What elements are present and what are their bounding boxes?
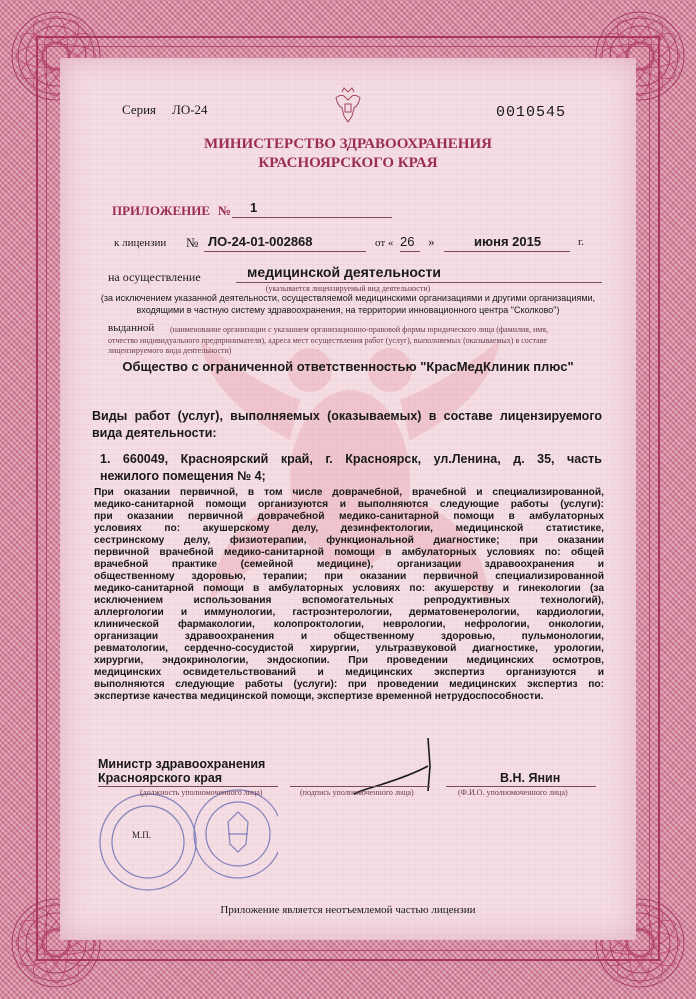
works-body-line: медико-санитарной помощи организуются и выполняются следующие работы (услуги): (94, 499, 604, 510)
works-body-line: хирургии, эндокринологии, эндоскопии. При проведении медицинских осмотров, (94, 655, 604, 666)
license-number: ЛО-24-01-002868 (208, 234, 313, 249)
works-body-line: исключением использования вспомогательных репродуктивных технологий), (94, 595, 604, 606)
ministry-title-line2: КРАСНОЯРСКОГО КРАЯ (258, 155, 438, 171)
works-body-line: организации здравоохранения и общественному здоровью, пульмонологии, (94, 631, 604, 642)
series-value: ЛО-24 (172, 102, 208, 117)
works-body-line: общественному здоровью, терапии; при оказании первичной специализированной (94, 571, 604, 582)
works-body-line: экспертизе качества медицинской помощи, экспертизе временной нетрудоспособности. (94, 691, 544, 702)
works-body-line: сестринскому делу, физиотерапии, функциональной диагностике; при оказании (94, 535, 604, 546)
activity-value: медицинской деятельности (247, 264, 442, 280)
ministry-title-line1: МИНИСТЕРСТВО ЗДРАВООХРАНЕНИЯ (204, 136, 492, 152)
license-date-month-year: июня 2015 (474, 234, 542, 249)
organization-name: Общество с ограниченной ответственностью "КрасМедКлиник плюс" (122, 359, 574, 374)
document-number: 0010545 (496, 104, 567, 121)
works-body-line: При оказании первичной, в том числе доврачебной, врачебной и специализированной, (94, 487, 604, 498)
license-date-day: 26 » (400, 234, 435, 249)
activity-hint: (указывается лицензируемый вид деятельности) (265, 284, 431, 293)
official-stamp-icon (88, 782, 278, 892)
works-body-line: выполняются следующие работы (услуги): при проведении медицинских экспертиз по: (94, 679, 604, 690)
works-body-line: первичной врачебной медико-санитарной помощи в амбулаторных условиях по: общей (94, 547, 604, 558)
activity-underline (236, 282, 602, 283)
double-headed-eagle-icon (330, 86, 366, 126)
signer-name: В.Н. Янин (500, 771, 561, 785)
works-intro-line2: вида деятельности: (92, 426, 217, 440)
works-body-line: медицинских освидетельствований и медицинских экспертиз организуются и (94, 667, 604, 678)
works-body-line: при оказании первичной доврачебной медико-санитарной помощи в амбулаторных (94, 511, 604, 522)
date-month-underline (444, 251, 570, 252)
address-line2: нежилого помещения № 4; (100, 469, 266, 483)
appendix-number: 1 (250, 200, 258, 215)
series-label: Серия (122, 102, 157, 117)
date-from-label: от « (375, 237, 394, 249)
works-body-line: врачебной практике (семейной медицине), организации здравоохранения и (94, 559, 604, 570)
activity-label: на осуществление (108, 270, 201, 284)
works-body-line: медико-санитарной помощи в амбулаторных условиях по: акушерству и гинекологии (за (94, 583, 604, 594)
works-body-line: аллергологии и иммунологии, гастроэнтерологии, дерматовенерологии, кардиологии, (94, 607, 604, 618)
issued-hint-line1: (наименование организации с указанием организационно-правовой формы юридического лица (фамилия, имя, (170, 325, 548, 334)
works-body-line: ревматологии, сердечно-сосудистой хирургии, ультразвуковой диагностике, урологии, (94, 643, 604, 654)
appendix-number-sign: № (218, 203, 232, 218)
works-intro-line1: Виды работ (услуг), выполняемых (оказываемых) в составе лицензируемого (92, 409, 602, 423)
handwritten-signature-icon (350, 736, 440, 796)
signature-hint: (подпись уполномоченного лица) (300, 788, 414, 797)
fio-underline (446, 786, 596, 787)
position-underline (98, 786, 278, 787)
works-body-line: условиях по: акушерскому делу, дезинфектологии, медицинской статистике, (94, 523, 604, 534)
footer-note: Приложение является неотъемлемой частью лицензии (220, 904, 476, 916)
year-suffix: г. (578, 236, 585, 248)
works-body-line: клинической фармакологии, колопроктологии, неврологии, нефрологии, онкологии, (94, 619, 604, 630)
appendix-underline (232, 217, 392, 218)
position-hint: (должность уполномоченного лица) (140, 788, 263, 797)
activity-exclusion-line2: входящими в частную систему здравоохранения, на территории инновационного центра "Сколково") (136, 305, 560, 315)
issued-hint-line2: отчество индивидуального предпринимателя), адреса мест осуществления работ (услуг), выполняемых (оказываемых) в составе (108, 336, 547, 345)
activity-exclusion-line1: (за исключением указанной деятельности, осуществляемой медицинскими организациями и другими организациями, (100, 293, 596, 303)
signer-title-line2: Красноярского края (98, 771, 223, 785)
signer-title-line1: Министр здравоохранения (98, 757, 266, 771)
issued-label: выданной (108, 322, 155, 334)
appendix-label: ПРИЛОЖЕНИЕ (112, 203, 211, 218)
date-day-underline (400, 251, 420, 252)
fio-hint: (Ф.И.О. уполномоченного лица) (458, 788, 568, 797)
address-line1: 1. 660049, Красноярский край, г. Красноярск, ул.Ленина, д. 35, часть (100, 452, 602, 466)
license-number-underline (204, 251, 366, 252)
license-label: к лицензии (114, 237, 167, 249)
seal-place-label: М.П. (132, 830, 152, 840)
signature-underline (290, 786, 430, 787)
license-number-sign: № (186, 235, 199, 250)
issued-hint-line3: лицензируемого вида деятельности) (108, 346, 232, 355)
